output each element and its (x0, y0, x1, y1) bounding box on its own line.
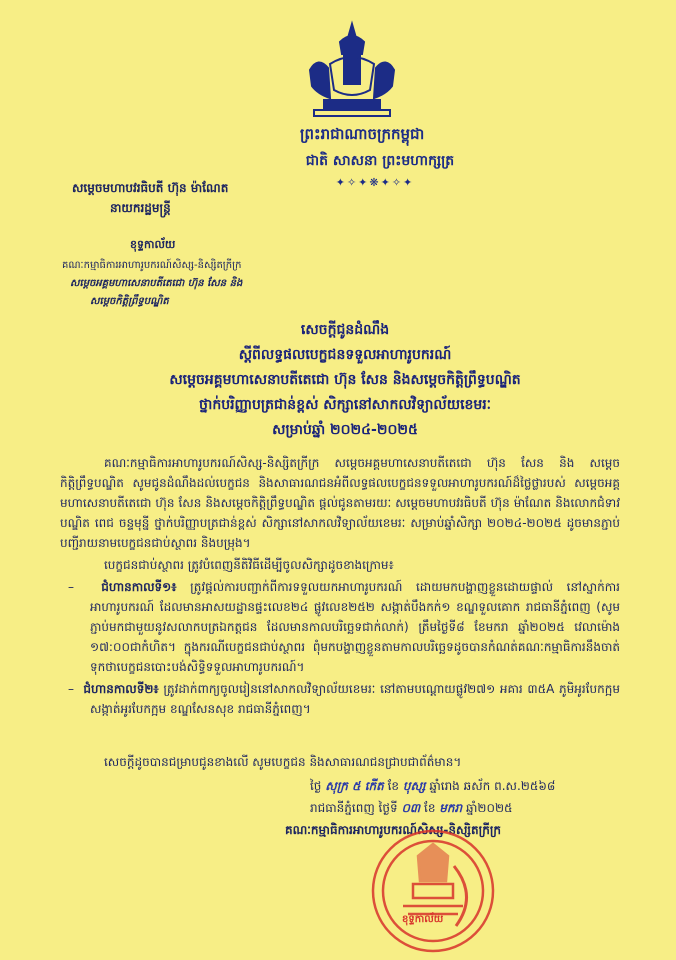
step-2: – ជំហានកាលទី២៖ ត្រូវដាក់ពាក្យចូលរៀននៅសាកលវិទ្យាល័យខេមរៈ នៅតាមបណ្ដោយផ្លូវ២៧១ អគារ ៣៥A ភូមិអូរបែកក្អម សង្កាត់អូរបែកក្អម ខណ្ឌសែនសុខ រាជធានីភ្នំពេញ។ (68, 682, 620, 716)
sender-name: សម្ដេចមហាបវរធិបតី ហ៊ុន ម៉ាណែត (72, 181, 229, 195)
lunar-year: ឆ្នាំរោង ឆស័ក ព.ស.២៥៦៨ (429, 779, 556, 793)
notice-body (60, 453, 620, 721)
committee-chief-line2: សម្ដេចកិត្តិព្រឹទ្ធបណ្ឌិត (90, 296, 169, 307)
title-line-2: ស្ដីពីលទ្ធផលបេក្ខជនទទួលអាហារូបករណ៍ (238, 347, 452, 363)
kingdom-title: ព្រះរាជាណាចក្រកម្ពុជា (300, 125, 425, 143)
lunar-date (310, 778, 640, 796)
title-line-1: សេចក្ដីជូនដំណឹង (300, 322, 390, 338)
seal-label: ខុទ្ទកាល័យ (402, 914, 444, 925)
step-1: – ជំហានកាលទី១៖ ត្រូវផ្ដល់ការបញ្ជាក់ពីការទទួលយកអាហារូបករណ៍ ដោយមកបង្ហាញខ្លួនដោយផ្ទាល់ នៅស្នាក់ការអាហារូបករណ៍ ដែលមានអាសយដ្ឋានផ្ទះលេខ២៤ ផ្លូវលេខ២៥២ សង្កាត់បឹងកក់១ ខណ្ឌទួលគោក រាជធានីភ្នំពេញ (សូមភ្ជាប់មកជាមួយនូវសលាកបត្រឯកត្តជន ដែលមានកាលបរិច្ឆេទជាក់លាក់) ត្រឹមថ្ងៃទី៨ ខែមករា ឆ្នាំ២០២៥ វេលាម៉ោង ១៧:០០ជាកំហិត។ ក្នុងករណីបេក្ខជនជាប់ស្ថាពរ ពុំមកបង្ហាញខ្លួនតាមកាលបរិច្ឆេទដូចបានកំណត់គណៈកម្មាធិការនឹងចាត់ទុកថាបេក្ខជនបោះបង់សិទ្ធិទទួលអាហារូបករណ៍។ (68, 580, 620, 674)
royal-emblem-icon (300, 20, 404, 120)
solar-month-prefix: ខែ (424, 801, 436, 815)
solar-date-prefix: រាជធានីភ្នំពេញ ថ្ងៃទី (310, 801, 398, 815)
solar-month-handwritten: មករា (439, 801, 463, 815)
sender-title: នាយករដ្ឋមន្ត្រី (110, 201, 171, 215)
committee-chief-line1: សម្ដេចអគ្គមហាសេនាបតីតេជោ ហ៊ុន សែន និង (70, 278, 243, 289)
title-line-5: សម្រាប់ឆ្នាំ ២០២៤-២០២៥ (272, 422, 418, 438)
solar-year: ឆ្នាំ២០២៥ (465, 801, 513, 815)
ornament-divider: ✦✧✦❋✦✧✦ (335, 176, 415, 189)
lunar-month-prefix: ខែ (387, 779, 400, 793)
signatory-organization: គណៈកម្មាធិការអាហារូបករណ៍សិស្ស-និស្សិតក្រីក្រ (285, 823, 502, 837)
lunar-month-handwritten: បុស្ស (402, 779, 426, 793)
title-line-3: សម្ដេចអគ្គមហាសេនាបតីតេជោ ហ៊ុន សែន និងសម្ដេចកិត្តិព្រឹទ្ធបណ្ឌិត (169, 372, 521, 388)
lunar-date-prefix: ថ្ងៃ (310, 779, 322, 793)
closing-paragraph: សេចក្ដីដូចបានជម្រាបជូនខាងលើ សូមបេក្ខជន និងសាធារណជនជ្រាបជាព័ត៌មាន។ (104, 755, 462, 769)
committee-name: គណៈកម្មាធិការអាហារូបករណ៍សិស្ស-និស្សិតក្រីក្រ (62, 260, 242, 271)
solar-day-handwritten: ០៣ (401, 801, 421, 815)
office-label: ខុទ្ទកាល័យ (130, 238, 176, 251)
official-seal-icon (368, 826, 498, 956)
step-2-text: ត្រូវដាក់ពាក្យចូលរៀននៅសាកលវិទ្យាល័យខេមរៈ នៅតាមបណ្ដោយផ្លូវ២៧១ អគារ ៣៥A ភូមិអូរបែកក្អម សង្កាត់អូរបែកក្អម ខណ្ឌសែនសុខ រាជធានីភ្នំពេញ។ (90, 682, 620, 716)
step-2-label: ជំហានកាលទី២៖ (83, 682, 159, 696)
lunar-day-handwritten: សុក្រ ៥ កើត (325, 779, 384, 793)
national-motto: ជាតិ សាសនា ព្រះមហាក្សត្រ (305, 153, 455, 169)
body-paragraph-1: គណៈកម្មាធិការអាហារូបករណ៍សិស្ស-និស្សិតក្រីក្រ សម្ដេចអគ្គមហាសេនាបតីតេជោ ហ៊ុន សែន និង សម្ដេចកិត្តិព្រឹទ្ធបណ្ឌិត សូមជូនដំណឹងដល់បេក្ខជន និងសាធារណជនអំពីលទ្ធផលបេក្ខជនទទួលអាហារូបករណ៍ដ៏ថ្លៃថ្លារបស់ សម្ដេចអគ្គមហាសេនាបតីតេជោ ហ៊ុន សែន និងសម្ដេចកិត្តិព្រឹទ្ធបណ្ឌិត ផ្ដល់ជូនតាមរយៈ សម្ដេចមហាបវរធិបតី ហ៊ុន ម៉ាណែត និងលោកជំទាវបណ្ឌិត ពេជ ចន្ទមុន្នី ថ្នាក់បរិញ្ញាបត្រជាន់ខ្ពស់ សិក្សានៅសាកលវិទ្យាល័យខេមរៈ សម្រាប់ឆ្នាំសិក្សា ២០២៤-២០២៥ ដូចមានភ្ជាប់បញ្ជីរាយនាមបេក្ខជនជាប់ស្ថាពរ និងបម្រុង។ (60, 456, 620, 550)
step-1-text: ត្រូវផ្ដល់ការបញ្ជាក់ពីការទទួលយកអាហារូបករណ៍ ដោយមកបង្ហាញខ្លួនដោយផ្ទាល់ នៅស្នាក់ការអាហារូបករណ៍ ដែលមានអាសយដ្ឋានផ្ទះលេខ២៤ ផ្លូវលេខ២៥២ សង្កាត់បឹងកក់១ ខណ្ឌទួលគោក រាជធានីភ្នំពេញ (សូមភ្ជាប់មកជាមួយនូវសលាកបត្រឯកត្តជន ដែលមានកាលបរិច្ឆេទជាក់លាក់) ត្រឹមថ្ងៃទី៨ ខែមករា ឆ្នាំ២០២៥ វេលាម៉ោង ១៧:០០ជាកំហិត។ ក្នុងករណីបេក្ខជនជាប់ស្ថាពរ ពុំមកបង្ហាញខ្លួនតាមកាលបរិច្ឆេទដូចបានកំណត់គណៈកម្មាធិការនឹងចាត់ទុកថាបេក្ខជនបោះបង់សិទ្ធិទទួលអាហារូបករណ៍។ (90, 580, 620, 674)
notice-title (120, 318, 570, 443)
step-1-label: ជំហានកាលទី១៖ (101, 580, 177, 594)
body-paragraph-2: បេក្ខជនជាប់ស្ថាពរ ត្រូវបំពេញនីតិវិធីដើម្បីចូលសិក្សាដូចខាងក្រោម៖ (104, 558, 394, 572)
title-line-4: ថ្នាក់បរិញ្ញាបត្រជាន់ខ្ពស់ សិក្សានៅសាកលវិទ្យាល័យខេមរៈ (198, 397, 492, 413)
solar-date (310, 800, 640, 818)
